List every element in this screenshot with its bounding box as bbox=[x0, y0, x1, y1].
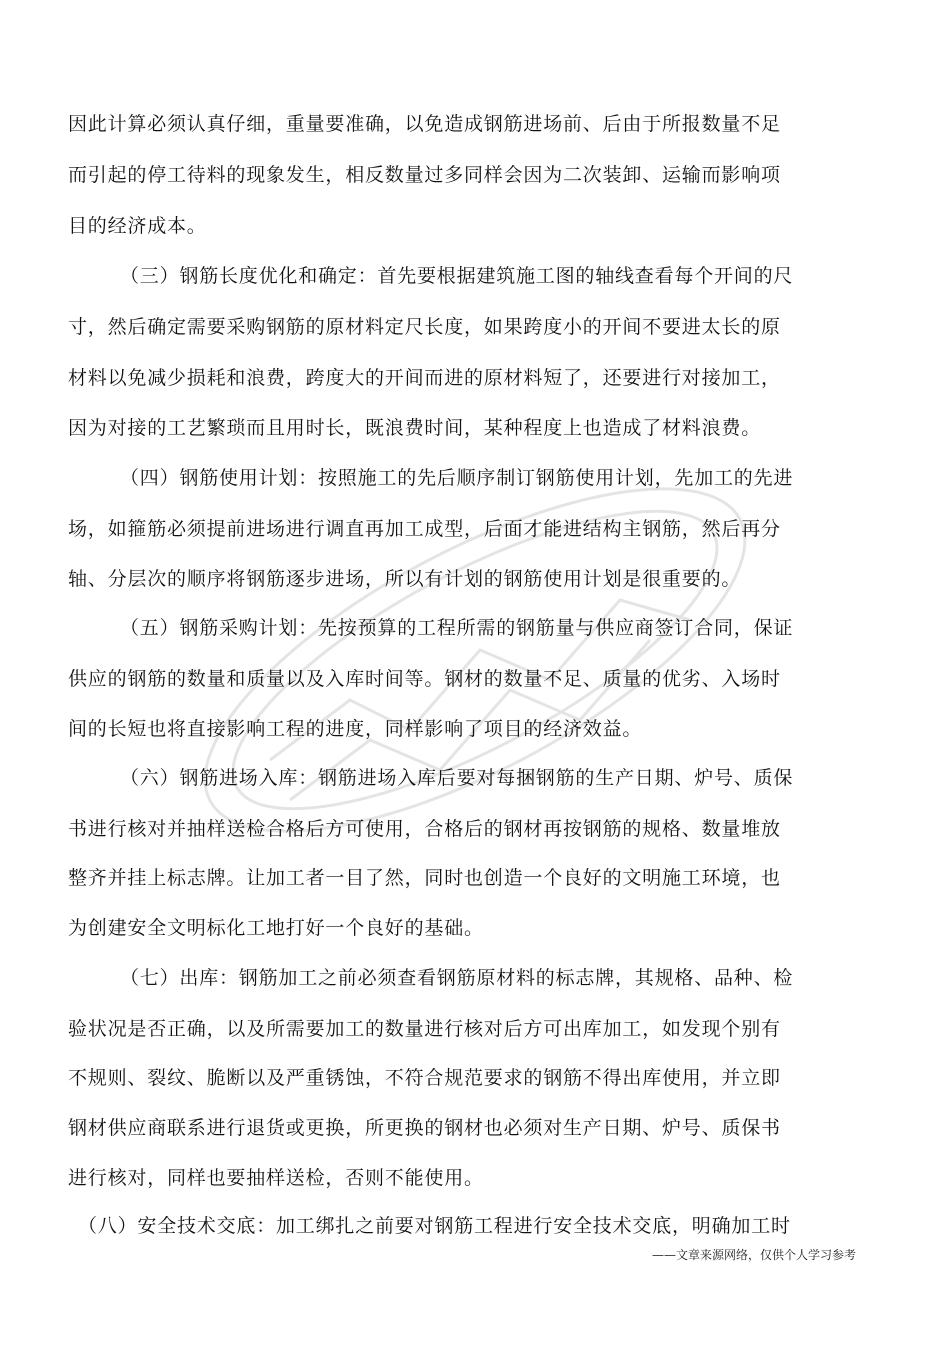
paragraph-line: （五）钢筋采购计划：先按预算的工程所需的钢筋量与供应商签订合同，保证 bbox=[120, 617, 794, 639]
paragraph-line: 因此计算必须认真仔细，重量要准确，以免造成钢筋进场前、后由于所报数量不足 bbox=[68, 113, 781, 135]
footer-source-note: ——文章来源网络，仅供个人学习参考 bbox=[651, 1248, 856, 1262]
paragraph-line: （七）出库：钢筋加工之前必须查看钢筋原材料的标志牌，其规格、品种、检 bbox=[120, 967, 794, 989]
paragraph-line: 整齐并挂上标志牌。让加工者一目了然，同时也创造一个良好的文明施工环境，也 bbox=[68, 867, 781, 889]
paragraph-line: 钢材供应商联系进行退货或更换，所更换的钢材也必须对生产日期、炉号、质保书 bbox=[68, 1117, 781, 1139]
paragraph-line: 供应的钢筋的数量和质量以及入库时间等。钢材的数量不足、质量的优劣、入场时 bbox=[68, 668, 781, 690]
paragraph-line: 验状况是否正确，以及所需要加工的数量进行核对后方可出库加工，如发现个别有 bbox=[68, 1018, 781, 1040]
paragraph-line: 寸，然后确定需要采购钢筋的原材料定尺长度，如果跨度小的开间不要进太长的原 bbox=[68, 316, 781, 338]
paragraph-line: 材料以免减少损耗和浪费，跨度大的开间而进的原材料短了，还要进行对接加工， bbox=[68, 367, 781, 389]
paragraph-line: （四）钢筋使用计划：按照施工的先后顺序制订钢筋使用计划，先加工的先进 bbox=[120, 467, 794, 489]
paragraph-line: 进行核对，同样也要抽样送检，否则不能使用。 bbox=[68, 1167, 484, 1189]
paragraph-line: 不规则、裂纹、脆断以及严重锈蚀，不符合规范要求的钢筋不得出库使用，并立即 bbox=[68, 1067, 781, 1089]
paragraph-line: 轴、分层次的顺序将钢筋逐步进场，所以有计划的钢筋使用计划是很重要的。 bbox=[68, 568, 742, 590]
paragraph-line: 为创建安全文明标化工地打好一个良好的基础。 bbox=[68, 917, 484, 939]
paragraph-line: （三）钢筋长度优化和确定：首先要根据建筑施工图的轴线查看每个开间的尺 bbox=[120, 265, 794, 287]
paragraph-line: 书进行核对并抽样送检合格后方可使用，合格后的钢材再按钢筋的规格、数量堆放 bbox=[68, 818, 781, 840]
paragraph-line: （八）安全技术交底：加工绑扎之前要对钢筋工程进行安全技术交底，明确加工时 bbox=[78, 1215, 791, 1237]
paragraph-line: 而引起的停工待料的现象发生，相反数量过多同样会因为二次装卸、运输而影响项 bbox=[68, 164, 781, 186]
paragraph-line: 场，如箍筋必须提前进场进行调直再加工成型，后面才能进结构主钢筋，然后再分 bbox=[68, 518, 781, 540]
paragraph-line: 目的经济成本。 bbox=[68, 215, 207, 237]
paragraph-line: 因为对接的工艺繁琐而且用时长，既浪费时间，某种程度上也造成了材料浪费。 bbox=[68, 417, 762, 439]
paragraph-line: 间的长短也将直接影响工程的进度，同样影响了项目的经济效益。 bbox=[68, 718, 643, 740]
paragraph-line: （六）钢筋进场入库：钢筋进场入库后要对每捆钢筋的生产日期、炉号、质保 bbox=[120, 767, 794, 789]
